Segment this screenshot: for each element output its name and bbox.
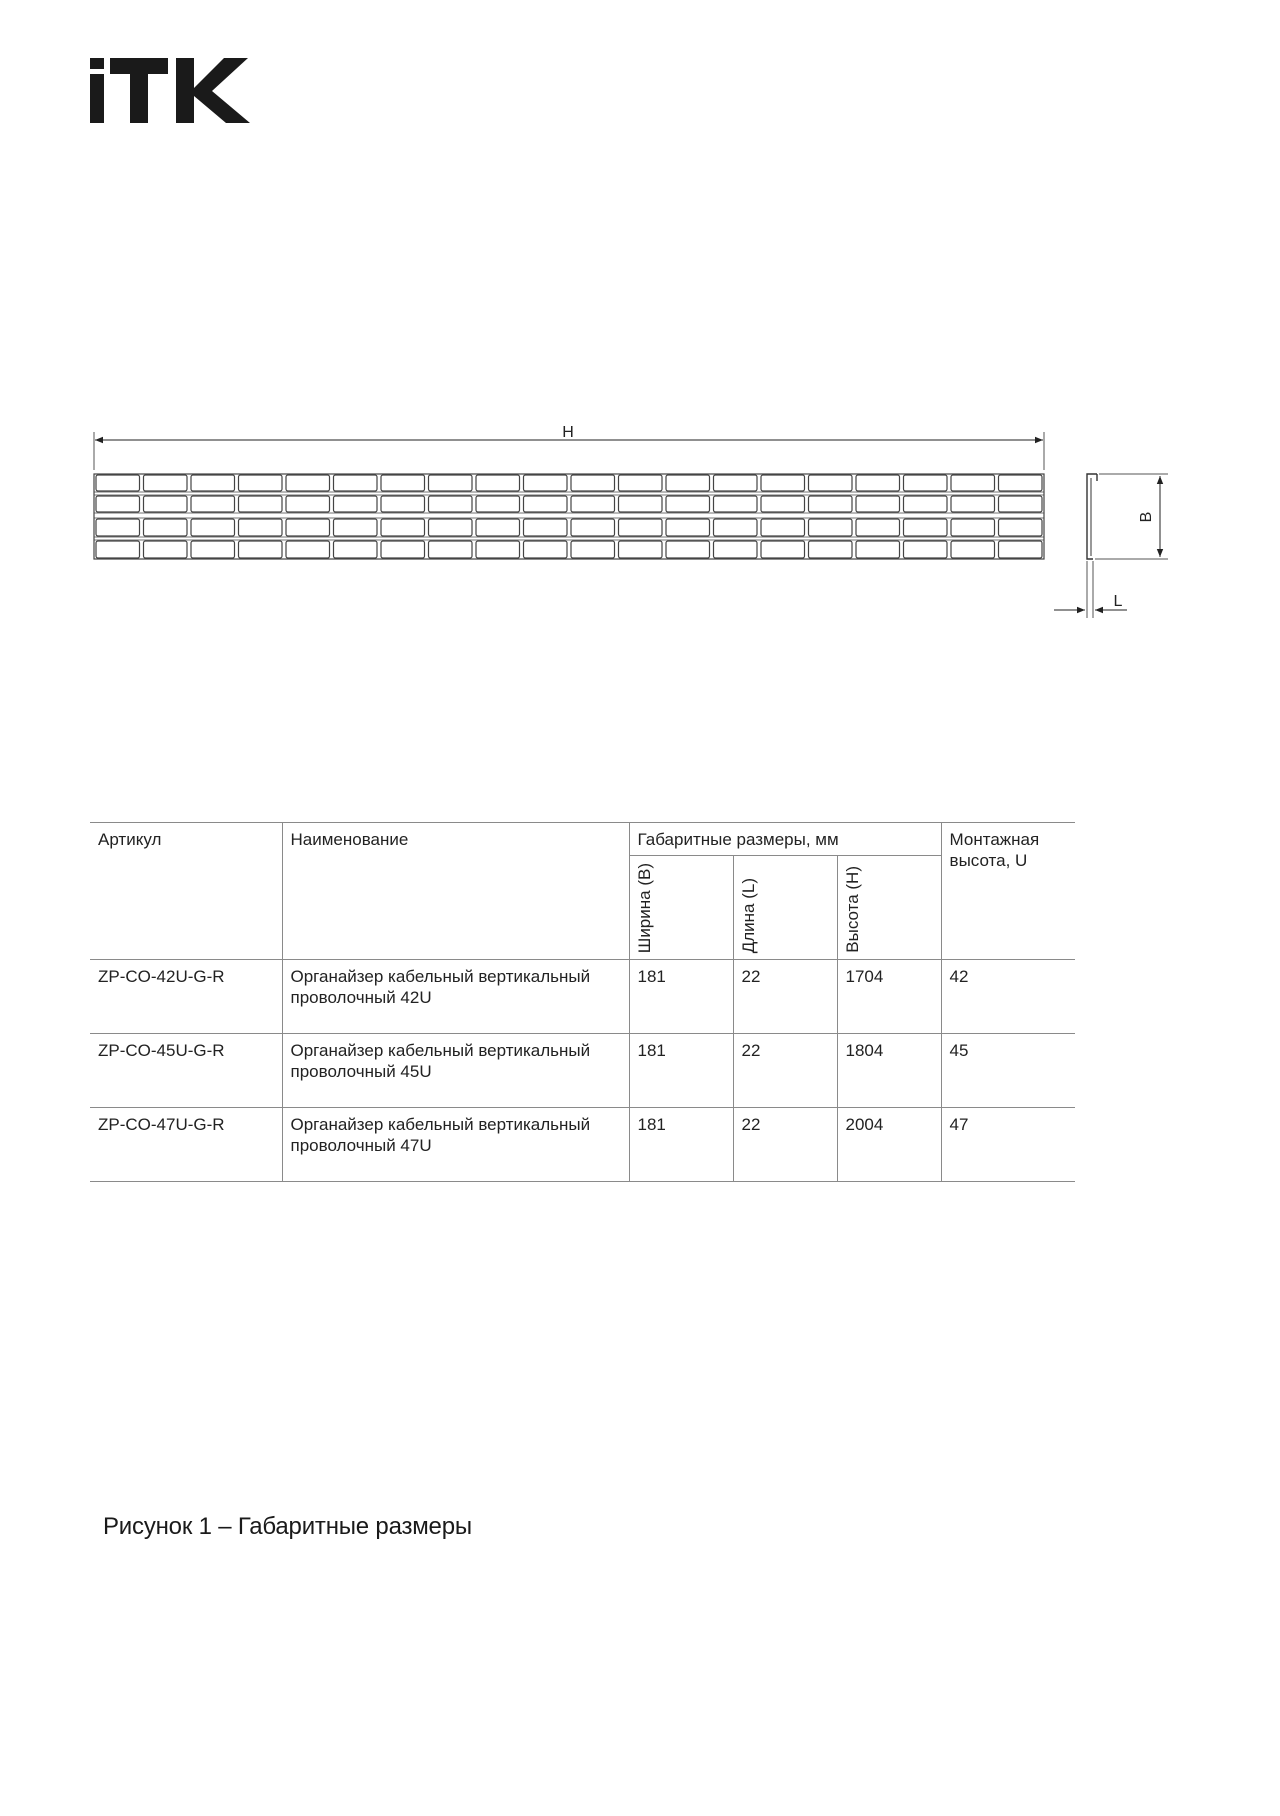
spec-table — [90, 822, 1075, 1182]
header-length: Длина (L) — [738, 877, 758, 953]
cell-name: Органайзер кабельный вертикальный проволочный 42U — [282, 960, 629, 1034]
table-row — [90, 1108, 1075, 1182]
cell-width: 181 — [629, 1108, 733, 1182]
table-row — [90, 1034, 1075, 1108]
cell-mount-height: 42 — [941, 960, 1075, 1034]
cell-length: 22 — [733, 960, 837, 1034]
length-label: L — [1113, 593, 1123, 610]
cell-length: 22 — [733, 1034, 837, 1108]
wire-grid — [94, 474, 1044, 559]
cell-height: 1804 — [837, 1034, 941, 1108]
cell-article: ZP-CO-45U-G-R — [90, 1034, 282, 1108]
cell-article: ZP-CO-47U-G-R — [90, 1108, 282, 1182]
table-header-row — [90, 823, 1075, 856]
header-height: Высота (H) — [842, 866, 862, 953]
cell-width: 181 — [629, 1034, 733, 1108]
figure-caption: Рисунок 1 – Габаритные размеры — [103, 1513, 472, 1540]
cell-height: 1704 — [837, 960, 941, 1034]
cell-name: Органайзер кабельный вертикальный проволочный 47U — [282, 1108, 629, 1182]
width-label: B — [1138, 511, 1155, 523]
header-dimensions: Габаритные размеры, мм — [629, 823, 941, 856]
cell-article: ZP-CO-42U-G-R — [90, 960, 282, 1034]
table-row — [90, 960, 1075, 1034]
dimension-drawing — [0, 0, 1280, 700]
height-label: H — [562, 424, 574, 441]
cell-length: 22 — [733, 1108, 837, 1182]
cell-width: 181 — [629, 960, 733, 1034]
cell-mount-height: 47 — [941, 1108, 1075, 1182]
height-dimension — [94, 424, 1044, 470]
header-name: Наименование — [282, 823, 629, 960]
cell-mount-height: 45 — [941, 1034, 1075, 1108]
header-mount-height: Монтажная высота, U — [941, 823, 1075, 960]
cell-height: 2004 — [837, 1108, 941, 1182]
side-profile — [1054, 474, 1168, 618]
header-width: Ширина (B) — [634, 862, 654, 953]
header-article: Артикул — [90, 823, 282, 960]
cell-name: Органайзер кабельный вертикальный проволочный 45U — [282, 1034, 629, 1108]
